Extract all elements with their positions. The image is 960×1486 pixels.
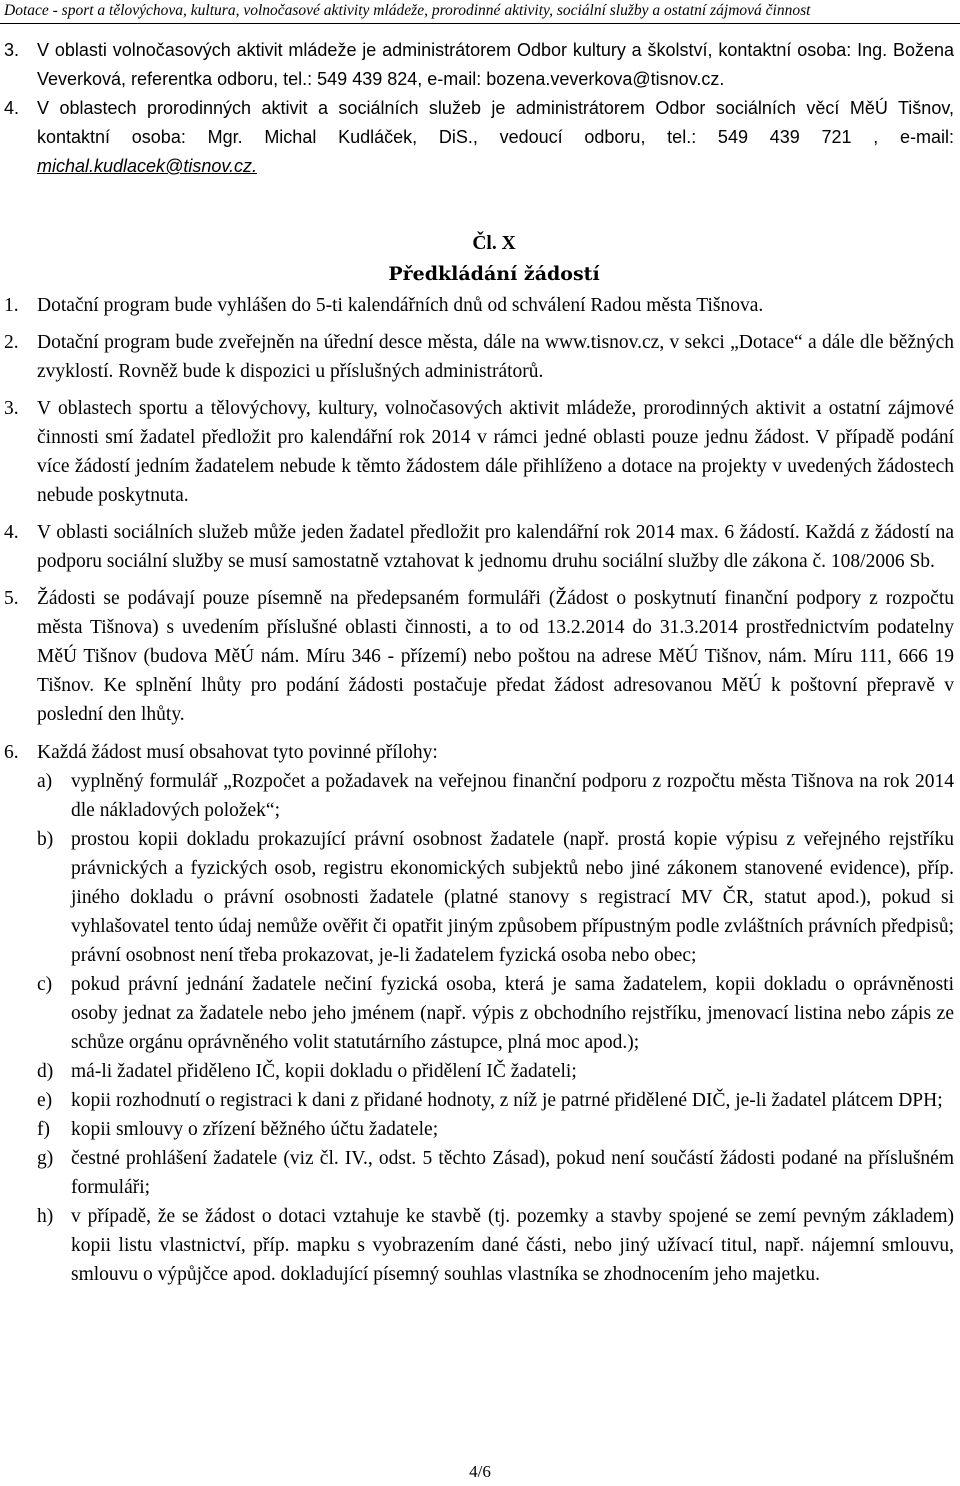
item-text: Dotační program bude vyhlášen do 5-ti kalendářních dnů od schválení Radou města Tišnova. [37,295,764,316]
attachment-letter: d) [37,1061,54,1082]
attachment-item [37,767,954,825]
attachment-letter: c) [37,974,53,995]
attachment-letter: a) [37,771,53,792]
attachment-text: vyplněný formulář „Rozpočet a požadavek na veřejnou finanční podporu z rozpočtu města Tišnova na rok 2014 dle nákladových položek“; [71,771,954,821]
attachment-item [37,1057,954,1086]
attachment-letter: f) [37,1119,50,1140]
attachment-letter: h) [37,1206,54,1227]
attachment-item [37,970,954,1057]
attachment-item [37,825,954,970]
item-number: 3. [4,398,19,419]
item-number: 4. [4,98,20,118]
section-heading [4,229,954,289]
list-item [4,36,954,94]
page-number: 4/6 [469,1462,491,1481]
item-text: V oblasti sociálních služeb může jeden žadatel předložit pro kalendářní rok 2014 max. 6 žádostí. Každá z žádostí na podporu sociální služby se musí samostatně vztahovat k jednomu druhu sociální služby dle zákona č. 108/2006 Sb. [37,522,954,572]
attachment-letter: b) [37,829,54,850]
attachment-item [37,1115,954,1144]
attachment-text: kopii rozhodnutí o registraci k dani z přidané hodnoty, z níž je patrné přidělené DIČ, je-li žadatel plátcem DPH; [71,1090,943,1111]
item-number: 1. [4,295,19,316]
item-number: 5. [4,588,19,609]
list-item [4,738,954,1289]
item-text: Dotační program bude zveřejněn na úřední desce města, dále na www.tisnov.cz, v sekci „Dotace“ a dále dle běžných zvyklostí. Rovněž bude k dispozici u příslušných administrátorů. [37,332,954,382]
attachment-item [37,1144,954,1202]
attachment-letter: g) [37,1148,54,1169]
email-link[interactable]: michal.kudlacek@tisnov.cz. [37,156,258,176]
list-item [4,291,954,320]
attachment-text: prostou kopii dokladu prokazující právní osobnost žadatele (např. prostá kopie výpisu z veřejného rejstříku právnických a fyzických osob, registru ekonomických subjektů nebo jiné zákonem stanovené evidence), příp. jiného dokladu o právní osobnosti žadatele (platné stanovy s registrací MV ČR, statut apod.), pokud si vyhlašovatel tento údaj nemůže ověřit či opatřit jiným způsobem přípustným podle zvláštních právních předpisů; právní osobnost není třeba prokazovat, je-li žadatelem fyzická osoba nebo obec; [71,829,954,966]
page-header [0,0,960,24]
attachment-item [37,1086,954,1115]
section-number: Čl. X [472,233,516,254]
item-text: V oblastech prorodinných aktivit a sociálních služeb je administrátorem Odbor sociálních věcí MěÚ Tišnov, kontaktní osoba: Mgr. Michal Kudláček, DiS., vedoucí odboru, tel.: 549 439 721 , e-mail: [37,98,954,147]
list-item [4,518,954,576]
list-item [4,328,954,386]
attachment-text: kopii smlouvy o zřízení běžného účtu žadatele; [71,1119,439,1140]
document-body [4,36,954,1289]
item-number: 3. [4,40,20,60]
list-item [4,584,954,729]
header-title: Dotace - sport a tělovýchova, kultura, volnočasové aktivity mládeže, prorodinné aktivity, sociální služby a ostatní zájmová činnost [4,2,811,19]
attachment-text: pokud právní jednání žadatele nečiní fyzická osoba, která je sama žadatelem, kopii dokladu o oprávněnosti osoby jednat za žadatele nebo jeho jménem (např. výpis z obchodního rejstříku, jmenovací listina nebo zápis ze schůze orgánu oprávněného volit statutárního zástupce, plná moc apod.); [71,974,954,1053]
attachment-text: čestné prohlášení žadatele (viz čl. IV., odst. 5 těchto Zásad), pokud není součástí žádosti podané na příslušném formuláři; [71,1148,954,1198]
item-text: Žádosti se podávají pouze písemně na předepsaném formuláři (Žádost o poskytnutí finanční podpory z rozpočtu města Tišnova) s uvedením příslušné oblasti činnosti, a to od 13.2.2014 do 31.3.2014 prostřednictvím podatelny MěÚ Tišnov (budova MěÚ nám. Míru 346 - přízemí) nebo poštou na adrese MěÚ Tišnov, nám. Míru 111, 666 19 Tišnov. Ke splnění lhůty pro podání žádosti postačuje předat žádost adresovanou MěÚ k poštovní přepravě v poslední den lhůty. [37,588,954,725]
item-text: V oblasti volnočasových aktivit mládeže je administrátorem Odbor kultury a školství, kontaktní osoba: Ing. Božena Veverková, referentka odboru, tel.: 549 439 824, e-mail: bozena.veverkova@tisnov.cz. [37,40,954,89]
item-text: V oblastech sportu a tělovýchovy, kultury, volnočasových aktivit mládeže, prorodinných aktivit a ostatní zájmové činnosti smí žadatel předložit pro kalendářní rok 2014 v rámci jedné oblasti pouze jednu žádost. V případě podání více žádostí jedním žadatelem nebude k těmto žádostem dále přihlíženo a dotace na projekty v uvedených žádostech nebude poskytnuta. [37,398,954,506]
item-number: 4. [4,522,19,543]
attachment-text: v případě, že se žádost o dotaci vztahuje ke stavbě (tj. pozemky a stavby spojené se zemí pevným základem) kopii listu vlastnictví, příp. mapku s vyobrazením dané části, nebo jiný užívací titul, např. nájemní smlouvu, smlouvu o výpůjčce apod. dokladující písemný souhlas vlastníka se zhodnocením jeho majetku. [71,1206,954,1285]
attachment-letter: e) [37,1090,53,1111]
list-item [4,394,954,510]
item-text: Každá žádost musí obsahovat tyto povinné přílohy: [37,742,438,763]
item-number: 2. [4,332,19,353]
attachment-text: má-li žadatel přiděleno IČ, kopii dokladu o přidělení IČ žadateli; [71,1061,577,1082]
item-number: 6. [4,742,19,763]
attachment-item [37,1202,954,1289]
list-item [4,94,954,181]
section-title: Předkládání žádostí [388,263,600,285]
